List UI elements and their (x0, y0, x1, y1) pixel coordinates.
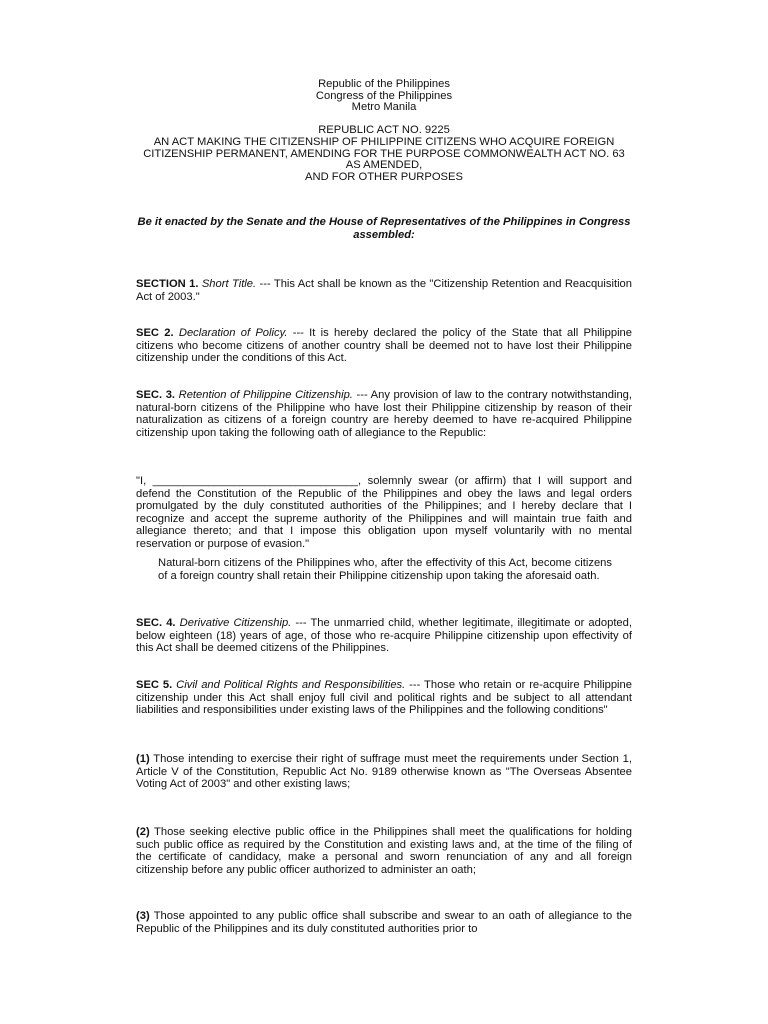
document-header (100, 79, 668, 183)
condition-label: (2) (136, 826, 150, 838)
section-text: --- This Act shall be known as the "Citizenship Retention and Reacquisition Act of 2003." (136, 278, 632, 303)
section-label: SEC. 3. (136, 389, 176, 401)
condition-text: Those intending to exercise their right of suffrage must meet the requirements under Section 1, Article V of the Constitution, Republic Act No. 9189 otherwise known as "The Overseas Absentee Voting Act of 2003" and other existing laws; (136, 753, 632, 791)
act-title-line-4: AND FOR OTHER PURPOSES (305, 170, 463, 183)
act-title-line-3: AS AMENDED, (345, 159, 423, 172)
section-label: SEC 2. (136, 327, 174, 339)
section-2 (136, 327, 632, 365)
section-heading: Civil and Political Rights and Responsibilities. (176, 679, 406, 691)
condition-label: (1) (136, 753, 150, 765)
section-label: SEC. 4. (136, 617, 176, 629)
condition-text: Those seeking elective public office in the Philippines shall meet the qualifications for holding such public office as required by the Constitution and existing laws and, at the time of the filing of the certificate of candidacy, make a personal and sworn renunciation of any and all foreign citizenship before any public officer authorized to administer an oath; (136, 826, 632, 876)
section-heading: Derivative Citizenship. (179, 617, 292, 629)
section-heading: Retention of Philippine Citizenship. (178, 389, 353, 401)
oath-of-allegiance (136, 475, 632, 551)
section-text: --- Any provision of law to the contrary notwithstanding, natural-born citizens of the Philippine who have lost their Philippine citizenship by reason of their naturalization as citizens of a foreign country are hereby deemed to have re-acquired Philippine citizenship upon taking the following oath of allegiance to the Republic: (136, 389, 632, 439)
section-1 (136, 278, 632, 303)
section-4 (136, 617, 632, 655)
natural-born-text: Natural-born citizens of the Philippines who, after the effectivity of this Act, become citizens of a foreign country shall retain their Philippine citizenship upon taking the aforesaid oath. (158, 557, 612, 582)
section-label: SEC 5. (136, 679, 173, 691)
section-3 (136, 389, 632, 439)
republic-line: Republic of the Philippines (318, 78, 450, 90)
section-heading: Declaration of Policy. (178, 327, 288, 339)
condition-1 (136, 753, 632, 791)
act-number: REPUBLIC ACT NO. 9225 (318, 124, 450, 137)
enacting-clause: Be it enacted by the Senate and the House of Representatives of the Philippines in Congress assembled: (137, 216, 631, 241)
location-line: Metro Manila (351, 101, 417, 114)
section-text: --- The unmarried child, whether legitimate, illegitimate or adopted, below eighteen (18) years of age, of those who re-acquire Philippine citizenship upon effectivity of this Act shall be deemed citizens of the Philippines. (136, 617, 632, 655)
section-5 (136, 679, 632, 717)
section-label: SECTION 1. (136, 278, 199, 290)
act-title-line-1: AN ACT MAKING THE CITIZENSHIP OF PHILIPPINE CITIZENS WHO ACQUIRE FOREIGN (153, 135, 615, 148)
condition-text: Those appointed to any public office shall subscribe and swear to an oath of allegiance to the Republic of the Philippines and its duly constituted authorities prior to (136, 910, 632, 935)
oath-text: "I, _________________________________, solemnly swear (or affirm) that I will support and defend the Constitution of the Republic of the Philippines and obey the laws and legal orders promulgated by the duly constituted authorities of the Philippines; and I hereby declare that I recognize and accept the supreme authority of the Philippines and will maintain true faith and allegiance thereto; and that I impose this obligation upon myself voluntarily with no mental reservation or purpose of evasion." (136, 475, 632, 550)
section-text: --- It is hereby declared the policy of the State that all Philippine citizens who become citizens of another country shall be deemed not to have lost their Philippine citizenship under the conditions of this Act. (136, 327, 633, 365)
condition-3 (136, 910, 632, 935)
section-text: --- Those who retain or re-acquire Philippine citizenship under this Act shall enjoy full civil and political rights and be subject to all attendant liabilities and responsibilities under existing laws of the Philippines and the following conditions" (136, 679, 632, 717)
condition-2 (136, 826, 632, 876)
condition-label: (3) (136, 910, 150, 922)
section-heading: Short Title. (201, 278, 257, 290)
act-title-line-2: CITIZENSHIP PERMANENT, AMENDING FOR THE PURPOSE COMMONWEALTH ACT NO. 63 (143, 147, 625, 160)
natural-born-provision (158, 557, 612, 582)
congress-line: Congress of the Philippines (315, 89, 453, 102)
